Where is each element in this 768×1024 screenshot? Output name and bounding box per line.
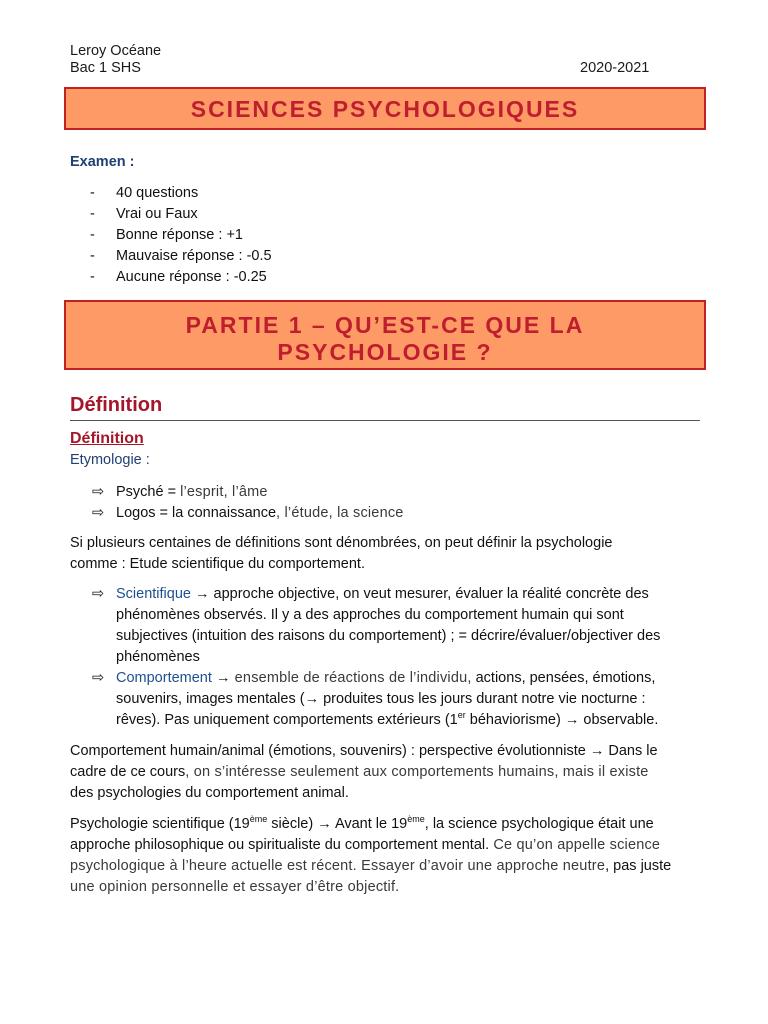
list-item-comportement: ⇨ Comportement → ensemble de réactions de l’individu, actions, pensées, émotions, souvenirs, images mentales (→ produites tous les jours durant notre vie nocturne : rêves). Pas uniquement comportements extérieurs (1er béhaviorisme) → observable. (92, 670, 659, 728)
hollow-arrow-icon: ⇨ (92, 505, 105, 521)
hollow-arrow-icon: ⇨ (92, 586, 105, 602)
list-item: - Vrai ou Faux (90, 204, 272, 225)
dash-marker: - (90, 206, 95, 222)
exam-list (90, 183, 272, 288)
concept-list (92, 584, 702, 731)
program-label: Bac 1 SHS (70, 60, 141, 76)
dash-marker: - (90, 248, 95, 264)
dash-marker: - (90, 227, 95, 243)
section-divider (70, 420, 700, 421)
arrow-icon: → (195, 586, 210, 602)
subsection-heading: Définition (70, 430, 144, 447)
list-item: ⇨ Logos = la connaissance, l’étude, la science (92, 503, 702, 524)
academic-year: 2020-2021 (580, 60, 650, 76)
hollow-arrow-icon: ⇨ (92, 670, 105, 686)
arrow-icon: → (215, 670, 231, 686)
term-comportement: Comportement (116, 670, 212, 686)
part-title-line-1: PARTIE 1 – QU’EST-CE QUE LA (185, 312, 585, 338)
hollow-arrow-icon: ⇨ (92, 484, 105, 500)
definition-paragraph: Si plusieurs centaines de définitions sont dénombrées, on peut définir la psychologie comme : Etude scientifique du comportement. (70, 535, 613, 572)
arrow-icon: → (564, 712, 580, 728)
arrow-icon: → (317, 816, 332, 832)
arrow-icon: → (589, 743, 605, 759)
history-paragraph: Psychologie scientifique (19ème siècle) → Avant le 19ème, la science psychologique était une approche philosophique ou spiritualiste du comportement mental. Ce qu’on appelle science psychologique à l’heure actuelle est récent. Essayer d’avoir une approche neutre, pas juste une opinion personnelle et essayer d’être objectif. (70, 814, 672, 895)
author-name: Leroy Océane (70, 43, 162, 59)
dash-marker: - (90, 185, 95, 201)
title-banner (64, 87, 706, 130)
dash-marker: - (90, 269, 95, 285)
term-scientifique: Scientifique (116, 586, 191, 602)
etymology-list (92, 482, 702, 524)
list-item: - Bonne réponse : +1 (90, 225, 272, 246)
etymology-label: Etymologie : (70, 452, 150, 468)
list-item: - 40 questions (90, 183, 272, 204)
list-item: ⇨ Psyché = l’esprit, l’âme (92, 482, 702, 503)
list-item: - Aucune réponse : -0.25 (90, 267, 272, 288)
section-heading: Définition (70, 394, 163, 416)
part-title-line-2: PSYCHOLOGIE ? (277, 339, 493, 365)
exam-label: Examen : (70, 154, 135, 170)
part-banner (64, 300, 706, 370)
arrow-icon: → (304, 691, 320, 707)
list-item-scientifique: ⇨ Scientifique → approche objective, on veut mesurer, évaluer la réalité concrète des phénomènes observés. Il y a des approches du comportement humain qui sont subjectives (intuition des raisons du comportement) ; = décrire/évaluer/objectiver des phénomènes (92, 586, 661, 665)
list-item: - Mauvaise réponse : -0.5 (90, 246, 272, 267)
title-text: SCIENCES PSYCHOLOGIQUES (190, 96, 580, 122)
comportement-paragraph: Comportement humain/animal (émotions, souvenirs) : perspective évolutionniste → Dans le cadre de ce cours, on s’intéresse seulement aux comportements humains, mais il existe des psychologies du comportement animal. (70, 743, 658, 801)
